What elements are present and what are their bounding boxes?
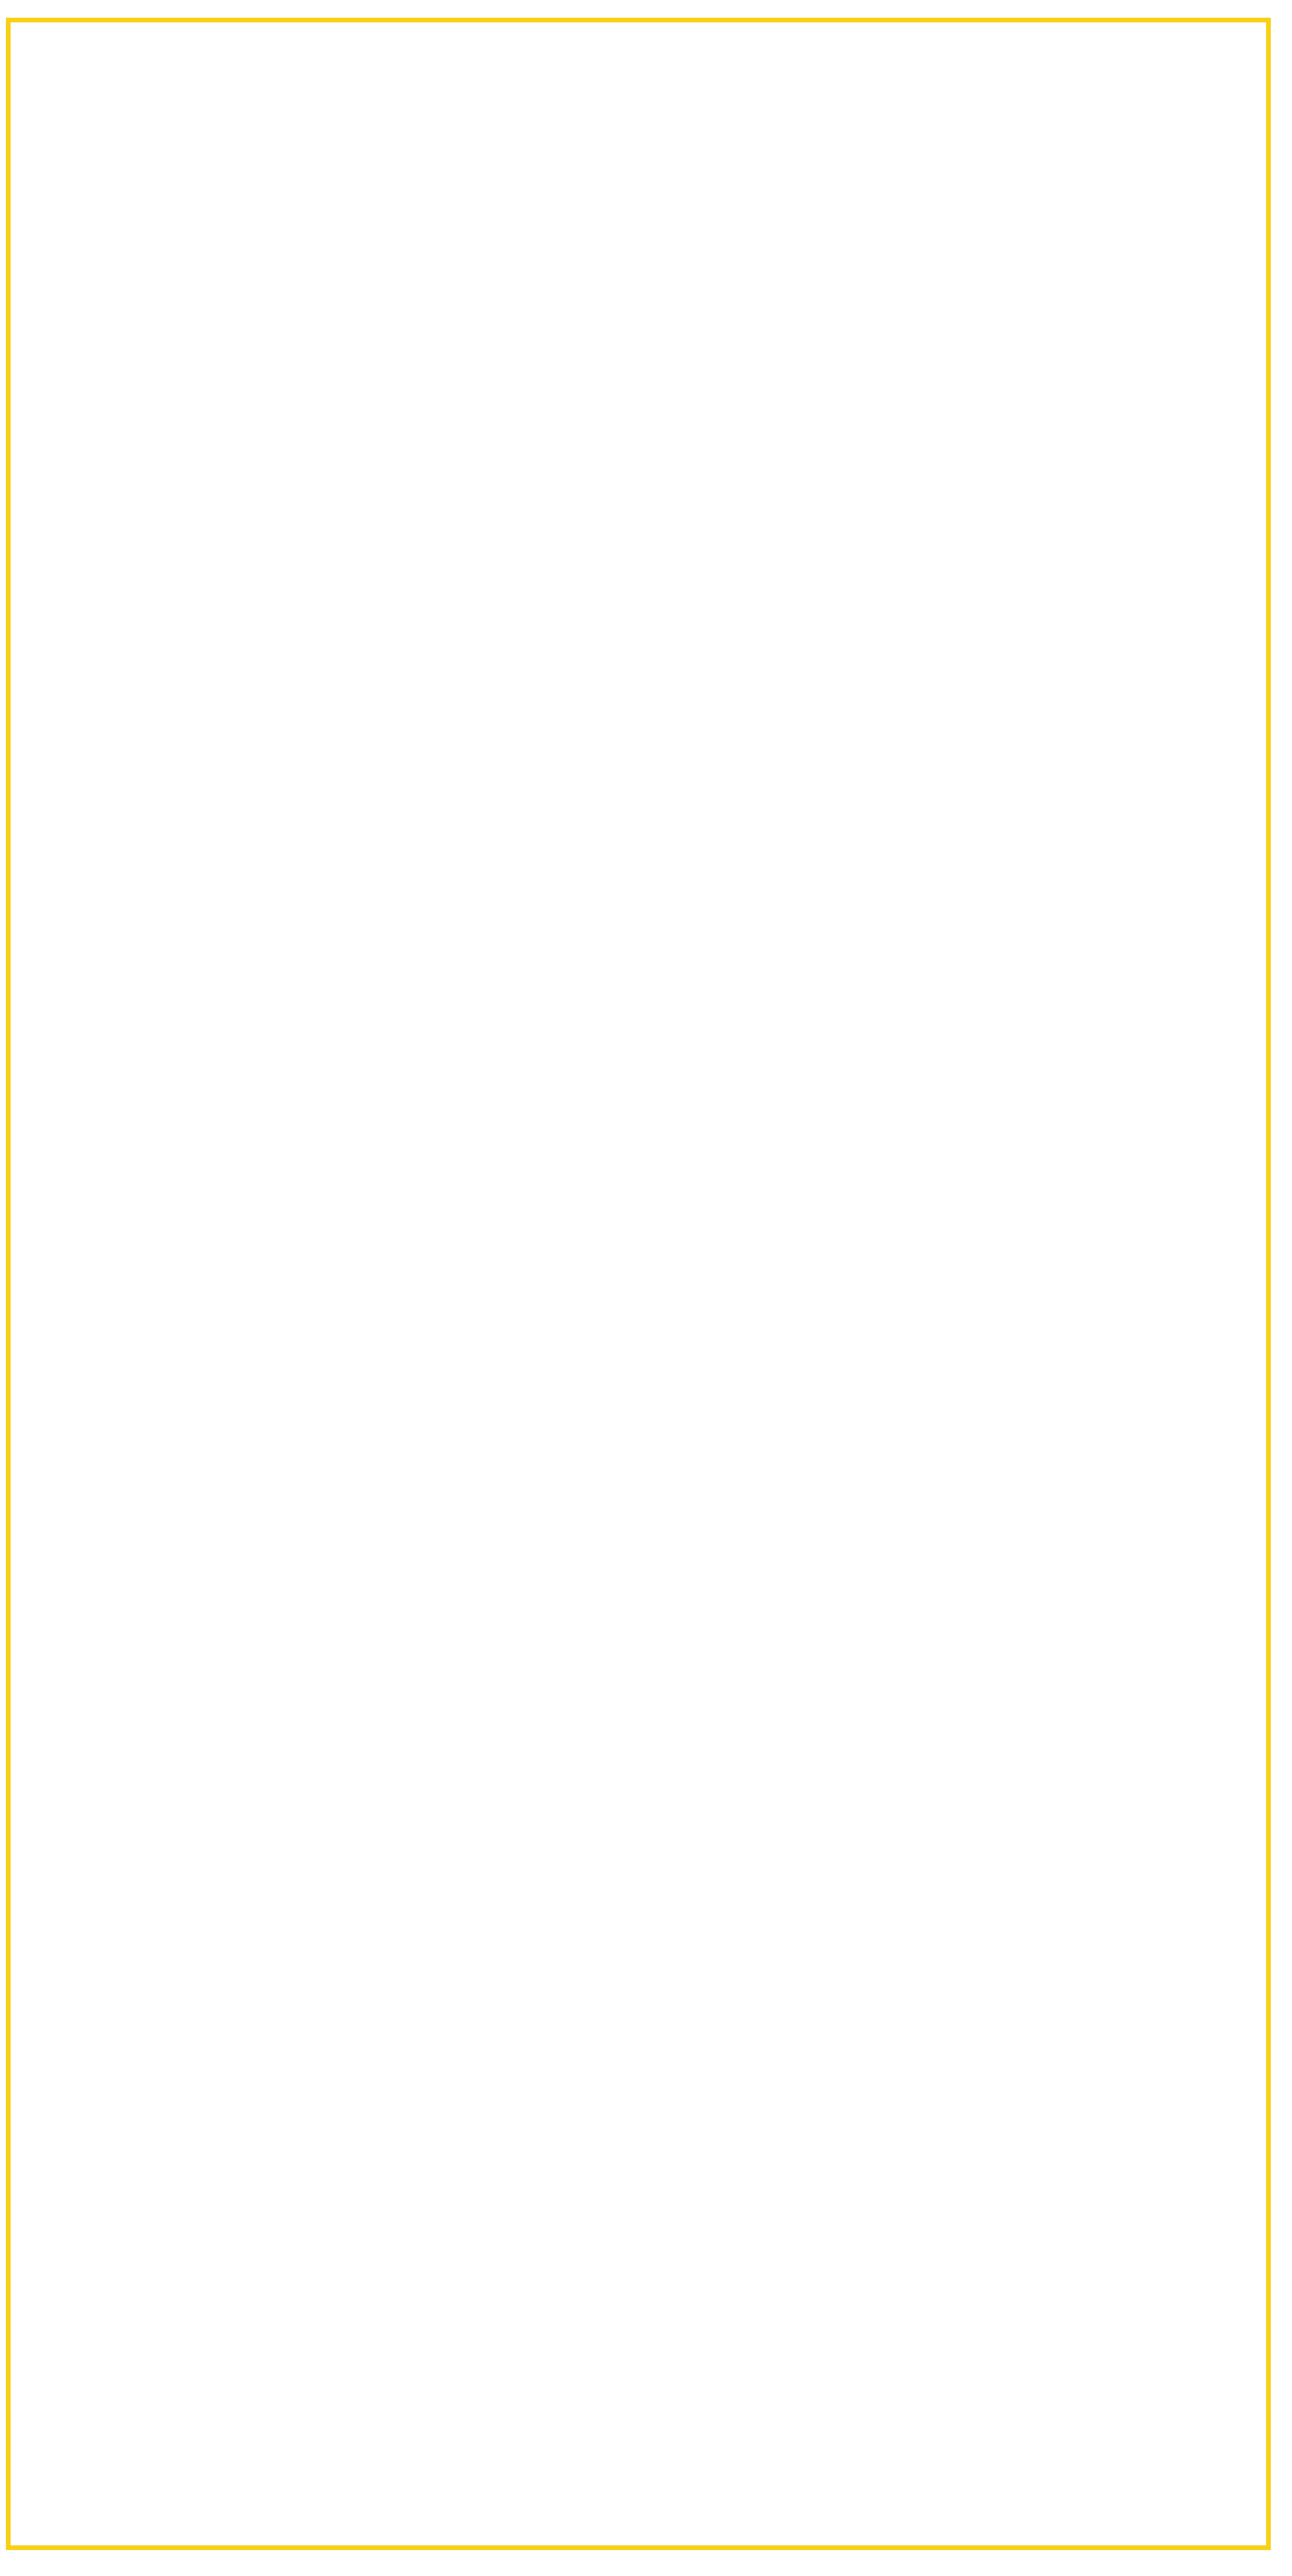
wiring-sheet (6, 18, 1271, 2550)
